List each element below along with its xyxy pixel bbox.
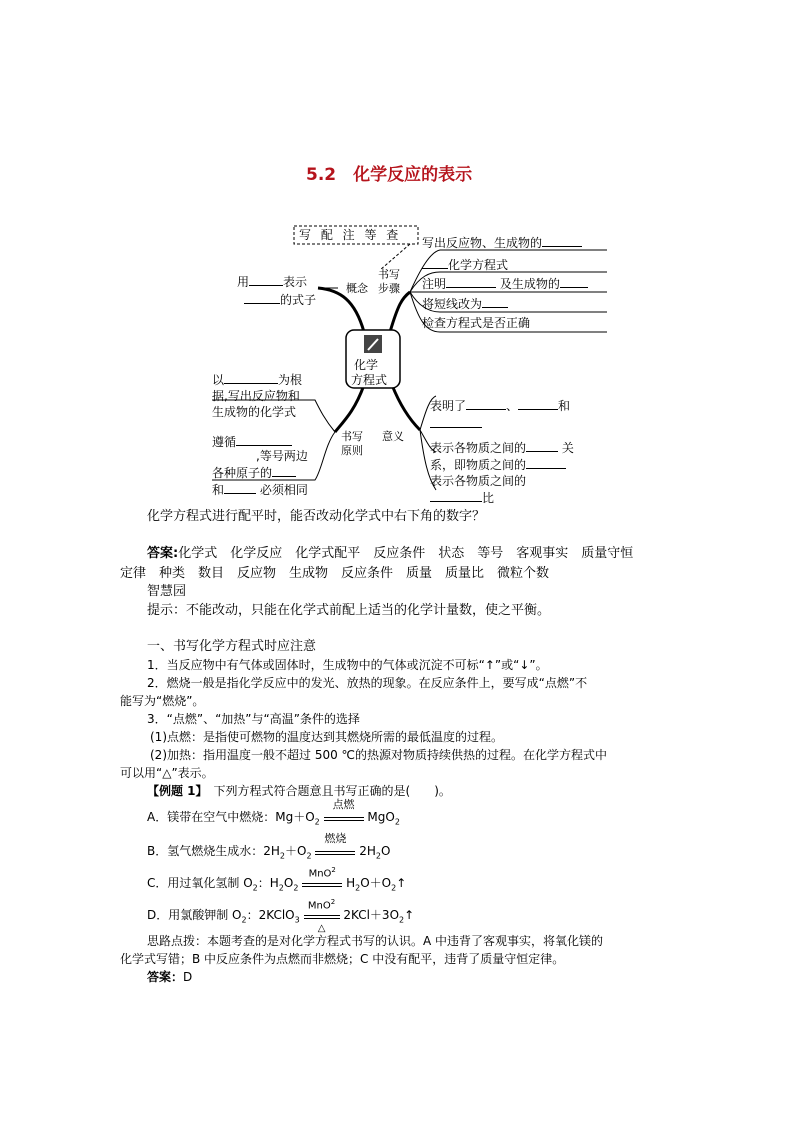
principle-2c: 各种原子的: [212, 465, 296, 481]
meaning-2: 表示各物质之间的 关: [430, 441, 574, 455]
note-3b1: (2)加热：指用温度一般不超过 500 ℃的热源对物质持续供热的过程。在化学方程式中: [150, 748, 608, 762]
note-2b: 能写为“燃烧”。: [120, 694, 205, 708]
concept-label: 概念: [346, 282, 368, 295]
answer-line-1: 答案:化学式 化学反应 化学式配平 反应条件 状态 等号 客观事实 质量守恒: [147, 546, 634, 561]
meaning-4: 表示各物质之间的: [430, 474, 527, 488]
meaning-1-blank: [430, 416, 482, 432]
option-c: C．用过氧化氢制 $O_2$：$H_2O_2$ MnO$^2$ $H_2O+O_2↑$: [147, 866, 407, 893]
center-label-2: 方程式: [351, 373, 388, 387]
center-label-1: 化学: [354, 358, 379, 372]
step-3: 注明 及生成物的: [422, 276, 588, 292]
principle-2a: 遵循: [212, 434, 292, 450]
example-1: 【例题 1】 下列方程式符合题意且书写正确的是( )。: [147, 784, 451, 798]
analysis-1: 思路点拨：本题考查的是对化学方程式书写的认识。A 中违背了客观事实，将氧化镁的: [147, 934, 604, 948]
question: 化学方程式进行配平时，能否改动化学式中右下角的数字？: [147, 509, 486, 524]
note-1: 1．当反应物中有气体或固体时，生成物中的气体或沉淀不可标“↑”或“↓”。: [147, 658, 548, 672]
option-d: D．用氯酸钾制 $O_2$：2KClO$_3$ MnO$^2$ △ $2KCl+3O_2↑$: [147, 898, 415, 934]
step-4: 将短线改为: [422, 296, 508, 312]
section-heading: 一、书写化学方程式时应注意: [147, 639, 317, 654]
concept-line-2: 的式子: [244, 292, 316, 308]
meaning-5: 比: [430, 490, 494, 506]
principle-1c: 据,写出反应物和: [212, 389, 300, 403]
step-2: 化学方程式: [422, 257, 508, 273]
page-title: 5.2 化学反应的表示: [306, 165, 473, 185]
option-b: B．氢气燃烧生成水：$2H_2+O_2$ 燃烧 $2H_2O$: [147, 832, 391, 861]
note-3a: (1)点燃：是指使可燃物的温度达到其燃烧所需的最低温度的过程。: [150, 730, 504, 744]
steps-label-2: 步骤: [378, 282, 400, 295]
steps-box-text: 写 配 注 等 查: [299, 228, 402, 242]
steps-label: 书写: [378, 268, 400, 281]
principle-1a: 以 为根: [212, 373, 303, 387]
final-answer: 答案：D: [147, 970, 193, 984]
principle-2d: 和 必须相同: [212, 483, 308, 497]
answer-line-2: 定律 种类 数目 反应物 生成物 反应条件 质量 质量比 微粒个数: [120, 566, 550, 581]
analysis-2: 化学式写错；B 中反应条件为点燃而非燃烧；C 中没有配平，违背了质量守恒定律。: [120, 952, 565, 966]
meaning-label: 意义: [382, 430, 404, 443]
concept-line-1: 用 表示: [237, 275, 308, 289]
note-2a: 2．燃烧一般是指化学反应中的发光、放热的现象。在反应条件上，要写成“点燃”不: [147, 676, 588, 690]
meaning-1: 表明了 、 和: [430, 399, 571, 413]
principle-2b: ,等号两边: [256, 449, 308, 463]
hint: 提示：不能改动，只能在化学式前配上适当的化学计量数，使之平衡。: [147, 603, 551, 618]
step-1: 写出反应物、生成物的: [422, 235, 582, 251]
note-3b2: 可以用“△”表示。: [120, 766, 214, 780]
option-a: A．镁带在空气中燃烧：$Mg+O_2$ 点燃 MgO$_2$: [147, 798, 400, 827]
step-5: 检查方程式是否正确: [422, 316, 531, 330]
principle-label-2: 原则: [341, 444, 363, 457]
principle-1d: 生成物的化学式: [212, 405, 297, 419]
zhihuiyuan: 智慧园: [147, 584, 187, 599]
meaning-3: 系，即物质之间的: [430, 457, 566, 473]
principle-label: 书写: [341, 430, 363, 443]
note-3: 3．“点燃”、“加热”与“高温”条件的选择: [147, 712, 360, 726]
